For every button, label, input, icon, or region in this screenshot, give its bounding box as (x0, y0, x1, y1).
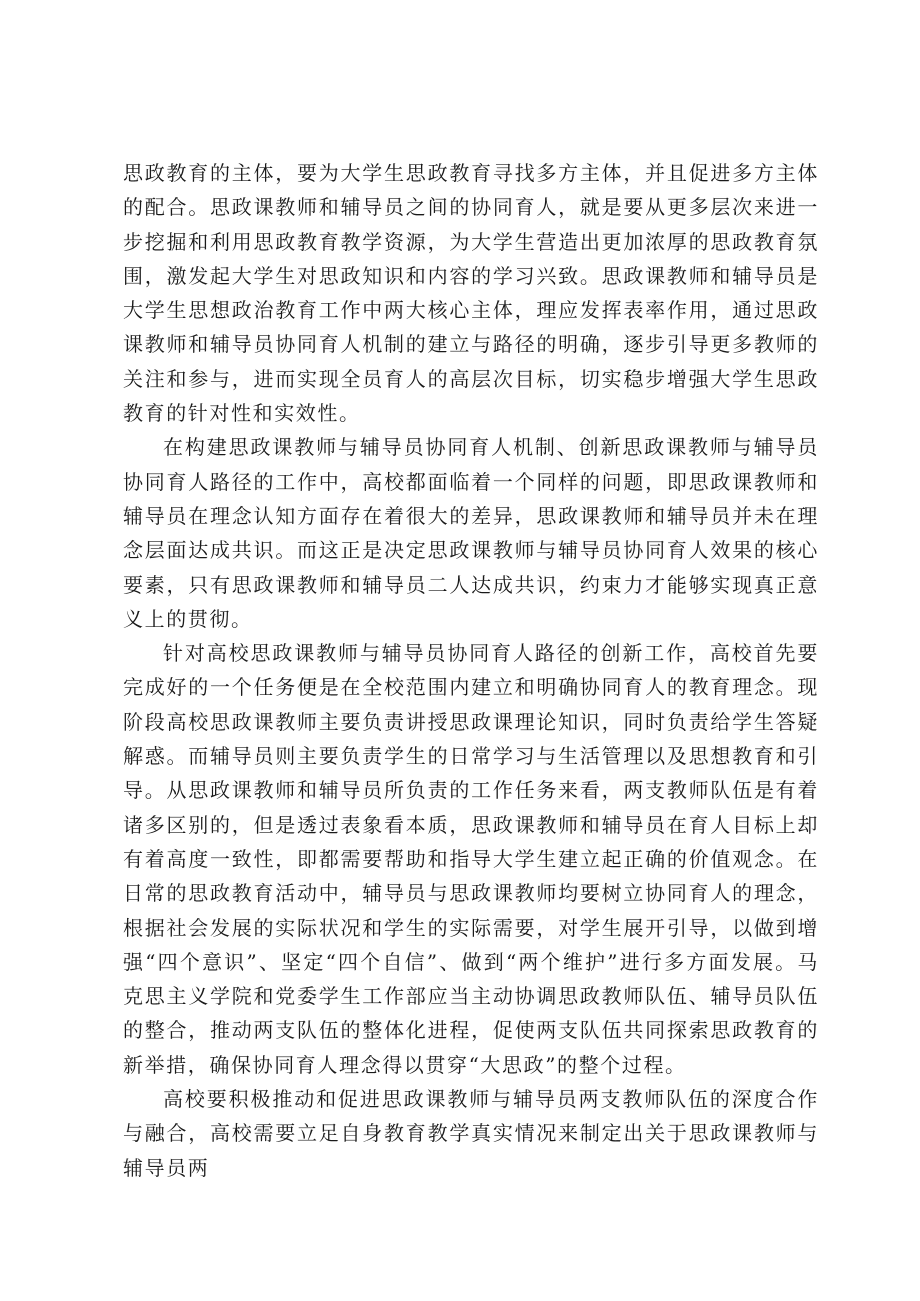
paragraph-4: 高校要积极推动和促进思政课教师与辅导员两支教师队伍的深度合作与融合，高校需要立足自身教育教学真实情况来制定出关于思政课教师与辅导员两 (123, 1087, 819, 1180)
paragraph-1: 思政教育的主体，要为大学生思政教育寻找多方主体，并且促进多方主体的配合。思政课教师和辅导员之间的协同育人，就是要从更多层次来进一步挖掘和利用思政教育教学资源，为大学生营造出更加浓厚的思政教育氛围，激发起大学生对思政知识和内容的学习兴致。思政课教师和辅导员是大学生思想政治教育工作中两大核心主体，理应发挥表率作用，通过思政课教师和辅导员协同育人机制的建立与路径的明确，逐步引导更多教师的关注和参与，进而实现全员育人的高层次目标，切实稳步增强大学生思政教育的针对性和实效性。 (123, 161, 819, 426)
paragraph-2: 在构建思政课教师与辅导员协同育人机制、创新思政课教师与辅导员协同育人路径的工作中，高校都面临着一个同样的问题，即思政课教师和辅导员在理念认知方面存在着很大的差异，思政课教师和辅导员并未在理念层面达成共识。而这正是决定思政课教师与辅导员协同育人效果的核心要素，只有思政课教师和辅导员二人达成共识，约束力才能够实现真正意义上的贯彻。 (123, 435, 819, 631)
paragraph-3: 针对高校思政课教师与辅导员协同育人路径的创新工作，高校首先要完成好的一个任务便是在全校范围内建立和明确协同育人的教育理念。现阶段高校思政课教师主要负责讲授思政课理论知识，同时负责给学生答疑解惑。而辅导员则主要负责学生的日常学习与生活管理以及思想教育和引导。从思政课教师和辅导员所负责的工作任务来看，两支教师队伍是有着诸多区别的，但是透过表象看本质，思政课教师和辅导员在育人目标上却有着高度一致性，即都需要帮助和指导大学生建立起正确的价值观念。在日常的思政教育活动中，辅导员与思政课教师均要树立协同育人的理念，根据社会发展的实际状况和学生的实际需要，对学生展开引导，以做到增强“四个意识”、坚定“四个自信”、做到“两个维护”进行多方面发展。马克思主义学院和党委学生工作部应当主动协调思政教师队伍、辅导员队伍的整合，推动两支队伍的整体化进程，促使两支队伍共同探索思政教育的新举措，确保协同育人理念得以贯穿“大思政”的整个过程。 (123, 641, 819, 1077)
document-page (123, 156, 819, 1185)
